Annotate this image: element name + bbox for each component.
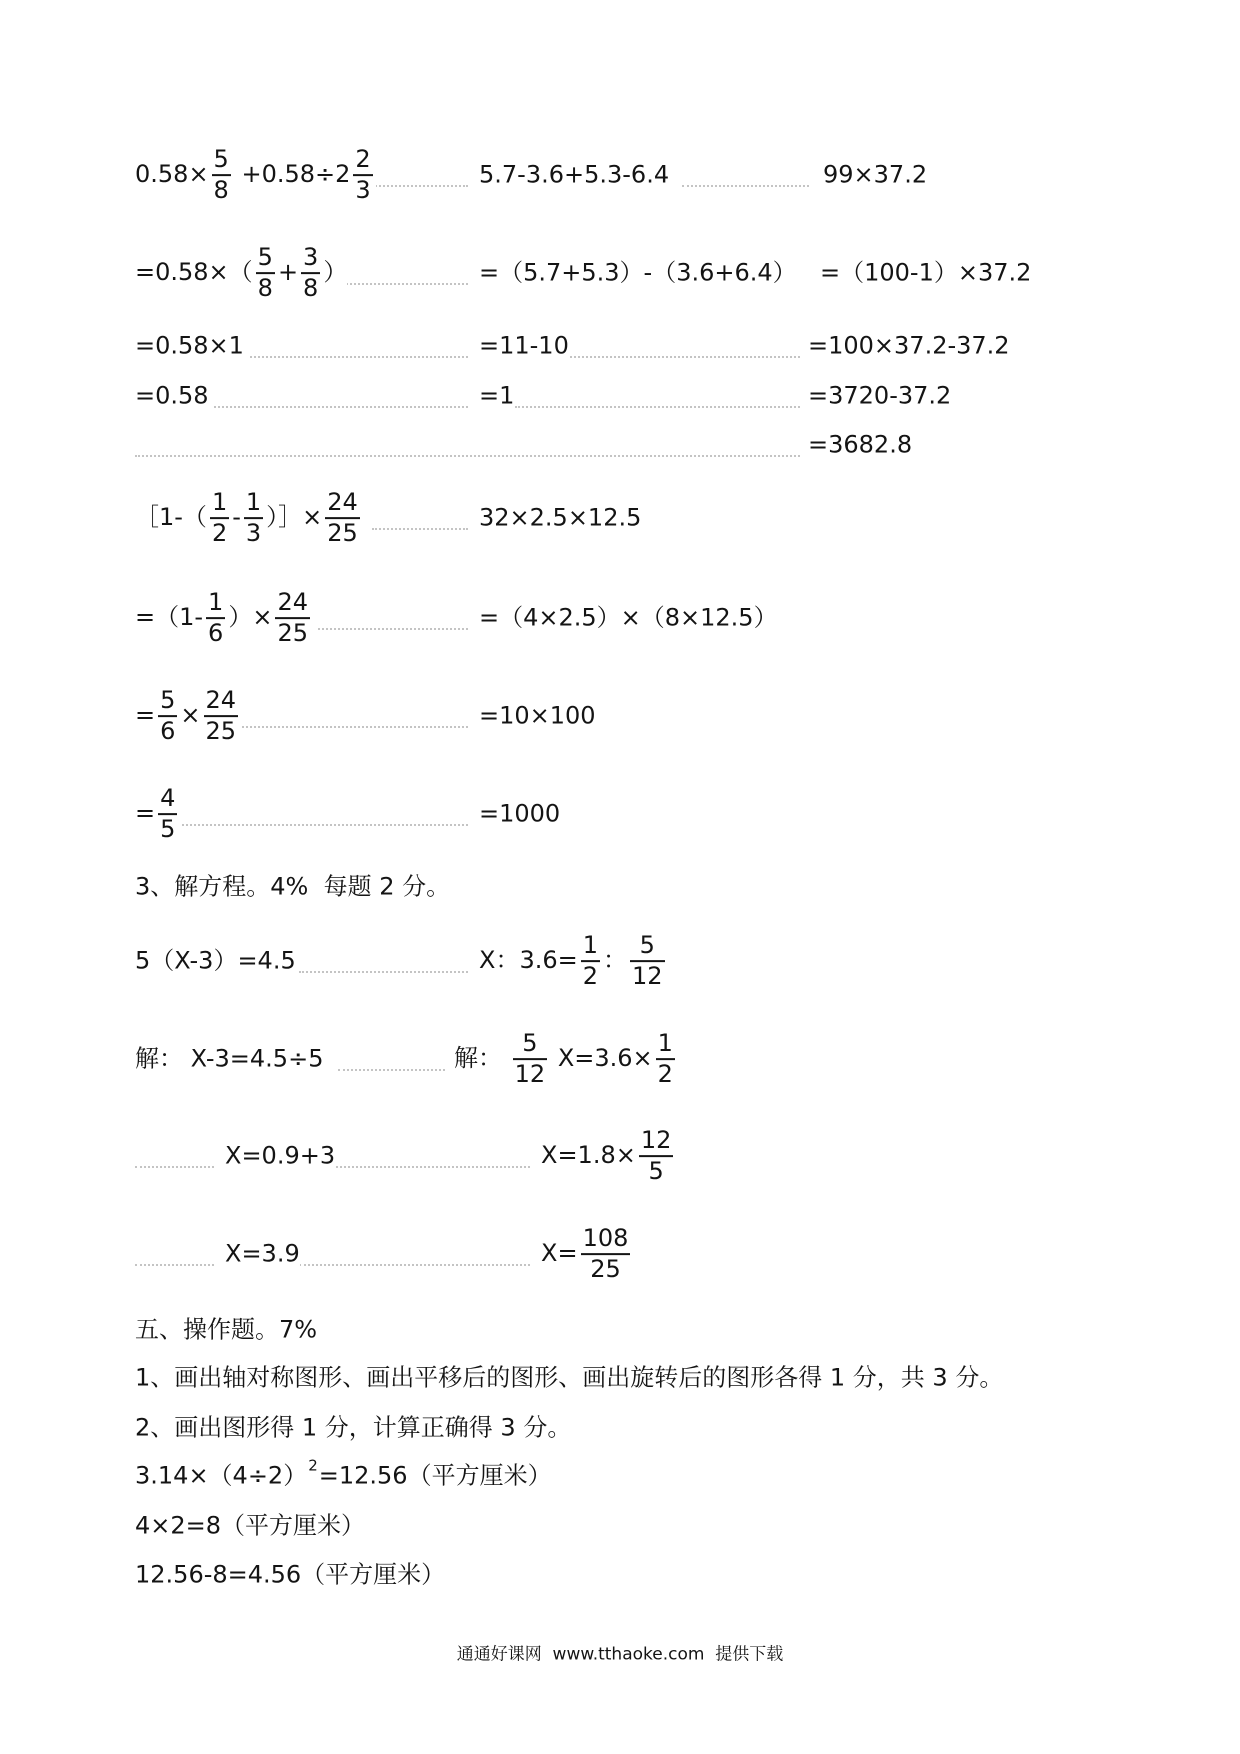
fraction xyxy=(244,489,263,547)
fraction-denominator: 3 xyxy=(245,519,262,547)
fraction xyxy=(158,785,177,843)
expr-text: =（100-1）×37.2 xyxy=(820,258,1032,287)
calc-e-line-1 xyxy=(479,504,641,533)
fraction-numerator: 24 xyxy=(325,489,360,519)
fraction xyxy=(639,1127,674,1185)
fraction-numerator: 5 xyxy=(256,244,275,274)
fraction-numerator: 5 xyxy=(630,932,665,962)
calc-c-line-2 xyxy=(820,259,1031,288)
dot-leader xyxy=(299,971,468,973)
dot-leader xyxy=(214,406,468,408)
fraction-denominator: 25 xyxy=(327,519,358,547)
dot-leader xyxy=(237,726,468,728)
fraction xyxy=(256,244,275,302)
dot-leader xyxy=(135,1264,214,1266)
calc-a-line-3 xyxy=(135,332,244,361)
calc-b-line-3 xyxy=(479,332,569,361)
operation-item-2 xyxy=(135,1414,571,1443)
heading-text: 3、解方程。4% 每题 2 分。 xyxy=(135,872,451,901)
expr-text: ： xyxy=(603,946,627,975)
calc-d-line-2 xyxy=(135,589,313,647)
fraction xyxy=(301,244,320,302)
fraction-numerator: 24 xyxy=(275,589,310,619)
fraction xyxy=(275,589,310,647)
expr-text: 99×37.2 xyxy=(823,160,928,189)
dot-leader xyxy=(135,1166,214,1168)
calc-e-line-4 xyxy=(479,800,560,829)
expr-text: 0.58× xyxy=(135,160,209,189)
fraction-numerator: 1 xyxy=(244,489,263,519)
calc-d-line-3 xyxy=(135,687,241,745)
calc-e-line-2 xyxy=(479,604,778,633)
expr-text: 解： xyxy=(454,1044,510,1073)
fraction-numerator: 24 xyxy=(204,687,239,717)
item-text: 2、画出图形得 1 分，计算正确得 3 分。 xyxy=(135,1413,572,1442)
fraction xyxy=(513,1030,548,1088)
section-heading-operation xyxy=(135,1316,317,1345)
expr-text: ） xyxy=(323,258,348,287)
calc-c-line-1 xyxy=(823,161,927,190)
fraction-numerator: 1 xyxy=(210,489,229,519)
item-text: 1、画出轴对称图形、画出平移后的图形、画出旋转后的图形各得 1 分，共 3 分。 xyxy=(135,1363,1004,1392)
fraction-denominator: 2 xyxy=(582,962,598,990)
dot-leader xyxy=(515,406,800,408)
fraction-numerator: 5 xyxy=(158,687,177,717)
expr-text: =0.58 xyxy=(135,381,209,410)
fraction-denominator: 8 xyxy=(303,274,319,302)
dot-leader xyxy=(175,824,468,826)
expr-text: 12.56-8=4.56（平方厘米） xyxy=(135,1560,446,1589)
expr-text: ）］× xyxy=(266,503,323,532)
eq2-line-4 xyxy=(541,1225,633,1283)
dot-leader xyxy=(566,356,800,358)
calc-a-line-4 xyxy=(135,382,209,411)
fraction-denominator: 25 xyxy=(590,1255,621,1283)
expr-text: =11-10 xyxy=(479,331,569,360)
calc-b-line-2 xyxy=(479,259,797,288)
expr-text: =100×37.2-37.2 xyxy=(808,331,1010,360)
calc-c-line-5 xyxy=(808,431,912,460)
area-line-3 xyxy=(135,1561,445,1590)
expr-text: =（4×2.5）×（8×12.5） xyxy=(479,603,778,632)
expr-text: =1 xyxy=(479,381,515,410)
heading-text: 五、操作题。7% xyxy=(135,1315,318,1344)
expr-text: X=3.6× xyxy=(550,1044,653,1073)
dot-leader xyxy=(299,1264,530,1266)
dot-leader xyxy=(250,356,468,358)
expr-text: =（1- xyxy=(135,603,204,632)
eq2-line-3 xyxy=(541,1127,676,1185)
fraction xyxy=(581,932,600,990)
expr-text: 4×2=8（平方厘米） xyxy=(135,1511,366,1540)
dot-leader xyxy=(318,628,468,630)
dot-leader xyxy=(372,185,468,187)
fraction-numerator: 1 xyxy=(206,589,225,619)
calc-d-line-4 xyxy=(135,785,180,843)
area-line-2 xyxy=(135,1512,365,1541)
fraction-denominator: 12 xyxy=(514,1060,546,1088)
expr-text: =10×100 xyxy=(479,701,596,730)
expr-text: 解： X-3=4.5÷5 xyxy=(135,1044,324,1073)
expr-text: =3720-37.2 xyxy=(808,381,952,410)
expr-text: - xyxy=(232,503,241,532)
expr-text: 5.7-3.6+5.3-6.4 xyxy=(479,160,670,189)
fraction xyxy=(581,1225,631,1283)
expr-text: =12.56（平方厘米） xyxy=(318,1461,552,1490)
fraction-numerator: 5 xyxy=(212,146,231,176)
expr-text: ）× xyxy=(228,603,273,632)
dot-leader xyxy=(321,1166,530,1168)
fraction-denominator: 6 xyxy=(160,717,176,745)
eq2-line-1 xyxy=(479,932,668,990)
area-line-1 xyxy=(135,1456,552,1491)
expr-text: + xyxy=(277,258,299,287)
fraction-numerator: 3 xyxy=(301,244,320,274)
calc-c-line-4 xyxy=(808,382,951,411)
fraction-denominator: 5 xyxy=(160,815,176,843)
expr-text: X=0.9+3 xyxy=(225,1141,336,1170)
fraction-denominator: 8 xyxy=(213,176,229,204)
expr-text: = xyxy=(135,799,156,828)
operation-item-1 xyxy=(135,1364,1003,1393)
expr-text: = xyxy=(135,701,156,730)
dot-leader xyxy=(372,528,468,530)
expr-text: =3682.8 xyxy=(808,430,913,459)
fraction-numerator: 12 xyxy=(639,1127,674,1157)
fraction-numerator: 5 xyxy=(513,1030,548,1060)
eq2-line-2 xyxy=(454,1030,678,1088)
expr-text: =0.58×（ xyxy=(135,258,253,287)
fraction-numerator: 2 xyxy=(353,146,372,176)
fraction xyxy=(206,589,225,647)
dot-leader xyxy=(338,1069,445,1071)
calc-c-line-3 xyxy=(808,332,1010,361)
fraction-denominator: 6 xyxy=(208,619,224,647)
fraction xyxy=(204,687,239,745)
section-heading-equations xyxy=(135,873,450,902)
expr-text: =0.58×1 xyxy=(135,331,244,360)
calc-b-line-1 xyxy=(479,161,669,190)
expr-text: X= xyxy=(541,1239,578,1268)
expr-text: ［1-（ xyxy=(135,503,207,532)
expr-text: X=1.8× xyxy=(541,1141,636,1170)
calc-a-line-2 xyxy=(135,244,347,302)
fraction-denominator: 12 xyxy=(632,962,663,990)
expr-text: × xyxy=(180,701,201,730)
fraction xyxy=(158,687,177,745)
eq1-line-4 xyxy=(225,1240,300,1269)
calc-a-line-1 xyxy=(135,146,376,204)
calc-d-line-1 xyxy=(135,489,363,547)
expr-text: =（5.7+5.3）-（3.6+6.4） xyxy=(479,258,797,287)
eq1-line-3 xyxy=(225,1142,335,1171)
expr-text: 32×2.5×12.5 xyxy=(479,503,642,532)
fraction-denominator: 3 xyxy=(355,176,371,204)
fraction-denominator: 2 xyxy=(657,1060,673,1088)
fraction xyxy=(630,932,665,990)
dot-leader xyxy=(338,283,468,285)
eq1-line-2 xyxy=(135,1045,323,1074)
fraction xyxy=(353,146,372,204)
expr-text: X：3.6= xyxy=(479,946,578,975)
dot-leader xyxy=(682,185,809,187)
dot-leader xyxy=(135,455,800,457)
fraction-denominator: 25 xyxy=(277,619,308,647)
fraction xyxy=(656,1030,675,1088)
fraction-denominator: 8 xyxy=(257,274,273,302)
superscript: 2 xyxy=(308,1456,318,1475)
fraction xyxy=(212,146,231,204)
calc-e-line-3 xyxy=(479,702,596,731)
fraction-numerator: 4 xyxy=(158,785,177,815)
fraction xyxy=(325,489,360,547)
expr-text: 5（X-3）=4.5 xyxy=(135,946,296,975)
eq1-line-1 xyxy=(135,947,296,976)
fraction xyxy=(210,489,229,547)
expr-text: X=3.9 xyxy=(225,1239,300,1268)
page-footer: 通通好课网 www.tthaoke.com 提供下载 xyxy=(456,1644,784,1665)
fraction-numerator: 108 xyxy=(581,1225,631,1255)
fraction-denominator: 25 xyxy=(205,717,237,745)
expr-text: 3.14×（4÷2） xyxy=(135,1461,308,1490)
expr-text: +0.58÷2 xyxy=(233,160,351,189)
fraction-denominator: 2 xyxy=(211,519,228,547)
calc-b-line-4 xyxy=(479,382,514,411)
expr-text: =1000 xyxy=(479,799,561,828)
fraction-numerator: 1 xyxy=(656,1030,675,1060)
fraction-denominator: 5 xyxy=(648,1157,664,1185)
fraction-numerator: 1 xyxy=(581,932,600,962)
